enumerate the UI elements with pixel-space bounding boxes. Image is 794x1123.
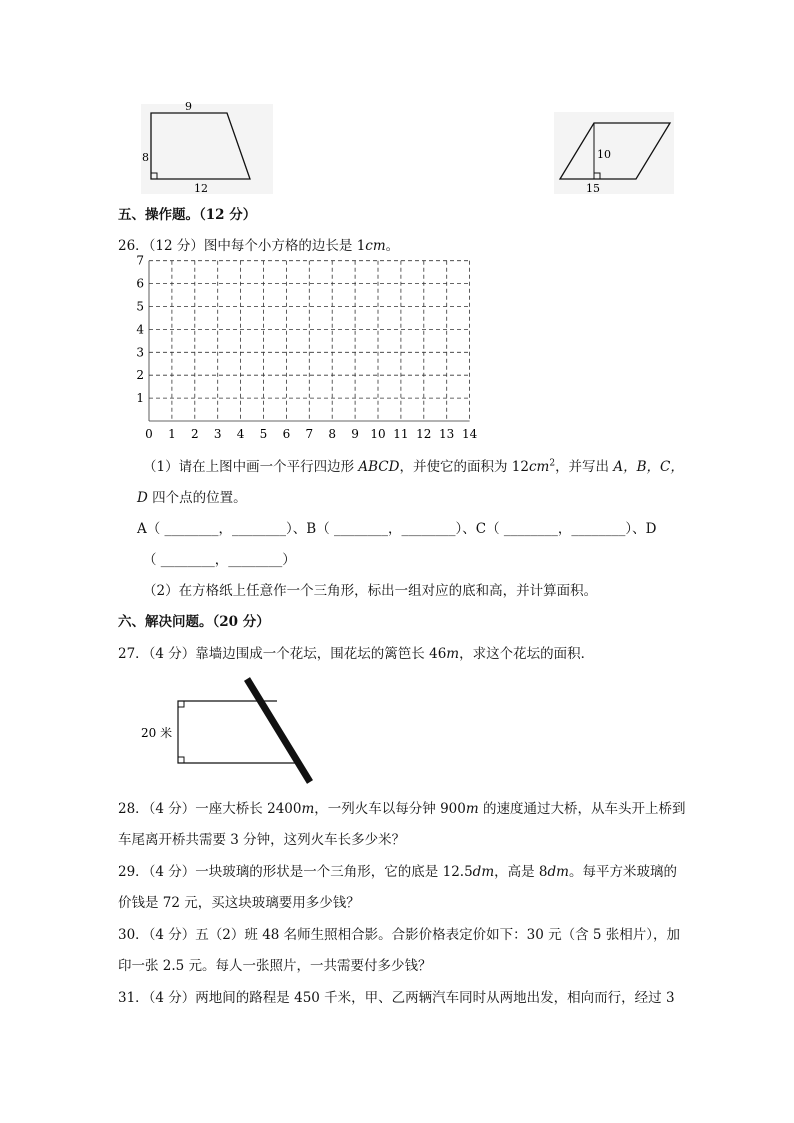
q26-stem xyxy=(118,237,399,255)
section5-title: 五、操作题。（12 分） xyxy=(118,207,257,223)
x-tick-label: 14 xyxy=(461,427,478,441)
x-tick-label: 7 xyxy=(305,427,314,441)
x-tick-label: 0 xyxy=(145,427,153,441)
q26-part1-area-text: ，并使它的面积为 12 xyxy=(399,459,529,475)
trapezoid-bottom-label: 12 xyxy=(194,182,208,195)
q29-line2: 价钱是 72 元，买这块玻璃要用多少钱？ xyxy=(118,895,360,911)
q30-line2: 印一张 2.5 元。每人一张照片，一共需要付多少钱？ xyxy=(118,958,432,974)
q28-line2: 车尾离开桥共需要 3 分钟，这列火车长多少米？ xyxy=(118,832,406,848)
parallelogram-height-label: 10 xyxy=(597,148,611,161)
q29-text-b: ，高是 8 xyxy=(494,864,548,880)
y-tick-label: 3 xyxy=(136,345,144,360)
q27-text-a: 27．（4 分）靠墙边围成一个花坛，围花坛的篱笆长 46 xyxy=(118,646,447,662)
y-tick-label: 1 xyxy=(136,391,144,406)
x-tick-label: 10 xyxy=(370,427,386,441)
x-tick-label: 2 xyxy=(190,427,199,441)
trapezoid-figure xyxy=(141,100,273,195)
y-tick-label: 4 xyxy=(136,322,144,337)
y-tick-label: 2 xyxy=(136,368,144,383)
q26-part1-d-rest: 四个点的位置。 xyxy=(147,490,247,506)
q27-flowerbed-figure xyxy=(130,674,330,786)
section6-title: 六、解决问题。（20 分） xyxy=(118,614,270,630)
q26-part1-points: A，B，C， xyxy=(613,459,684,475)
q29-text-a: 29．（4 分）一块玻璃的形状是一个三角形，它的底是 12.5 xyxy=(118,864,473,880)
q26-unit: cm xyxy=(365,238,386,254)
q26-part1-unit: cm xyxy=(528,459,550,475)
coordinate-grid[interactable] xyxy=(120,253,480,448)
q27-text-b: ，求这个花坛的面积． xyxy=(459,646,595,662)
parallelogram-figure xyxy=(554,112,674,195)
x-tick-label: 13 xyxy=(439,427,455,441)
q28-text-c: 的速度通过大桥，从车头开上桥到 xyxy=(478,801,686,817)
q29-text-c: 。每平方米玻璃的 xyxy=(568,864,677,880)
q29-unit2: dm xyxy=(547,864,569,880)
y-tick-label: 5 xyxy=(136,299,144,314)
x-tick-label: 8 xyxy=(328,427,337,441)
q27-text xyxy=(118,645,594,663)
q31-line1: 31．（4 分）两地间的路程是 450 千米，甲、乙两辆汽车同时从两地出发，相向而行，经过 3 xyxy=(118,990,675,1006)
x-tick-label: 9 xyxy=(351,427,359,441)
q26-answer-line2[interactable]: （ ________，________） xyxy=(143,552,296,568)
y-tick-label: 6 xyxy=(136,276,144,291)
q28-text-a: 28．（4 分）一座大桥长 2400 xyxy=(118,801,302,817)
q26-part1-text: （1）请在上图中画一个平行四边形 xyxy=(143,459,359,475)
trapezoid-top-label: 9 xyxy=(185,100,192,113)
q26-end: 。 xyxy=(385,238,400,254)
parallelogram-base-label: 15 xyxy=(586,182,600,195)
q26-answer-line1[interactable]: A（ ________，________）、B（ ________，________）、C（ ________，________）、D xyxy=(137,521,657,537)
q26-part1-d: D xyxy=(137,490,148,506)
q26-part1-line1 xyxy=(143,458,684,476)
q26-part2: （2）在方格纸上任意作一个三角形，标出一组对应的底和高，并计算面积。 xyxy=(143,583,598,599)
x-tick-label: 1 xyxy=(168,427,176,441)
q28-line1 xyxy=(118,800,685,818)
q28-text-b: ，一列火车以每分钟 900 xyxy=(314,801,466,817)
trapezoid-left-label: 8 xyxy=(142,151,149,164)
x-tick-label: 6 xyxy=(282,427,291,441)
q26-part1-line2 xyxy=(137,489,247,507)
x-tick-label: 12 xyxy=(416,427,432,441)
q27-width-label: 20 米 xyxy=(141,726,173,740)
q29-line1 xyxy=(118,863,677,881)
q26-part1-write-text: ，并写出 xyxy=(555,459,614,475)
x-tick-label: 3 xyxy=(213,427,222,441)
top-figures xyxy=(0,0,794,200)
q26-part1-abcd: ABCD xyxy=(358,459,400,475)
y-tick-label: 7 xyxy=(136,253,144,268)
x-tick-label: 5 xyxy=(259,427,268,441)
q26-part1-sup: 2 xyxy=(549,458,556,469)
q27-unit: m xyxy=(446,646,460,662)
q28-unit1: m xyxy=(301,801,315,817)
x-tick-label: 4 xyxy=(236,427,245,441)
q29-unit1: dm xyxy=(472,864,495,880)
q30-line1: 30．（4 分）五（2）班 48 名师生照相合影。合影价格表定价如下：30 元（含 5 张相片），加 xyxy=(118,927,681,943)
wall xyxy=(247,679,310,782)
q26-stem-text: 26．（12 分）图中每个小方格的边长是 1 xyxy=(118,238,366,254)
x-tick-label: 11 xyxy=(393,427,409,441)
q28-unit2: m xyxy=(465,801,479,817)
